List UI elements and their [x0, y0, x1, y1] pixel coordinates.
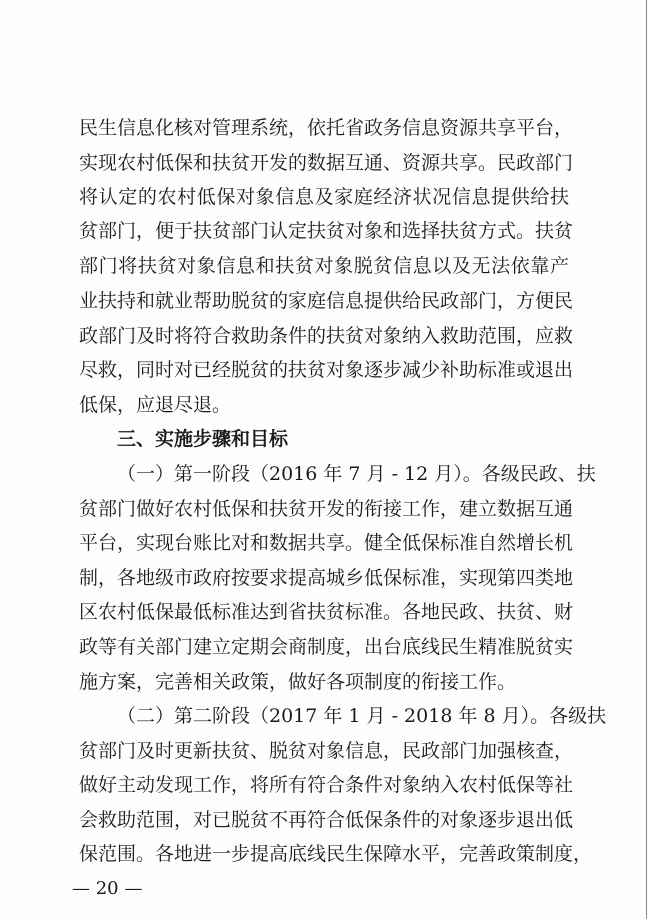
paragraph-1-line: 实现农村低保和扶贫开发的数据互通、资源共享。民政部门	[79, 152, 574, 174]
paragraph-3-line: 保范围。各地进一步提高底线民生保障水平，完善政策制度，	[79, 843, 593, 865]
paragraph-1-line: 贫部门，便于扶贫部门认定扶贫对象和选择扶贫方式。扶贫	[79, 220, 574, 242]
paragraph-1-line: 部门将扶贫对象信息和扶贫对象脱贫信息以及无法依靠产	[79, 255, 569, 277]
paragraph-2-line: （一）第一阶段（2016 年 7 月 - 12 月）。各级民政、扶	[117, 463, 596, 485]
paragraph-1-line: 尽救，同时对已经脱贫的扶贫对象逐步减少补助标准或退出	[79, 359, 574, 381]
paragraph-2-line: 制，各地级市政府按要求提高城乡低保标准，实现第四类地	[79, 567, 574, 589]
paragraph-1-line: 业扶持和就业帮助脱贫的家庭信息提供给民政部门，方便民	[79, 290, 574, 312]
section-heading: 三、实施步骤和目标	[117, 428, 289, 450]
paragraph-2-line: 贫部门做好农村低保和扶贫开发的衔接工作，建立数据互通	[79, 498, 574, 520]
paragraph-2-line: 施方案，完善相关政策，做好各项制度的衔接工作。	[79, 671, 517, 693]
paragraph-3-line: 做好主动发现工作，将所有符合条件对象纳入农村低保等社	[79, 774, 574, 796]
paragraph-1-line: 将认定的农村低保对象信息及家庭经济状况信息提供给扶	[79, 186, 569, 208]
paragraph-1-line: 政部门及时将符合救助条件的扶贫对象纳入救助范围，应救	[79, 325, 574, 347]
paragraph-2-line: 平台，实现台账比对和数据共享。健全低保标准自然增长机	[79, 532, 574, 554]
paragraph-1-line: 民生信息化核对管理系统，依托省政务信息资源共享平台，	[79, 117, 574, 139]
paragraph-2-line: 政等有关部门建立定期会商制度，出台底线民生精准脱贫实	[79, 636, 574, 658]
paragraph-2-line: 区农村低保最低标准达到省扶贫标准。各地民政、扶贫、财	[79, 601, 574, 623]
paragraph-1-line: 低保，应退尽退。	[79, 394, 232, 416]
page-edge-line	[646, 0, 647, 919]
paragraph-3-line: 贫部门及时更新扶贫、脱贫对象信息，民政部门加强核查，	[79, 740, 574, 762]
paragraph-3-line: 会救助范围，对已脱贫不再符合低保条件的对象逐步退出低	[79, 809, 574, 831]
paragraph-3-line: （二）第二阶段（2017 年 1 月 - 2018 年 8 月）。各级扶	[117, 705, 607, 727]
page-number: — 20 —	[72, 878, 143, 899]
